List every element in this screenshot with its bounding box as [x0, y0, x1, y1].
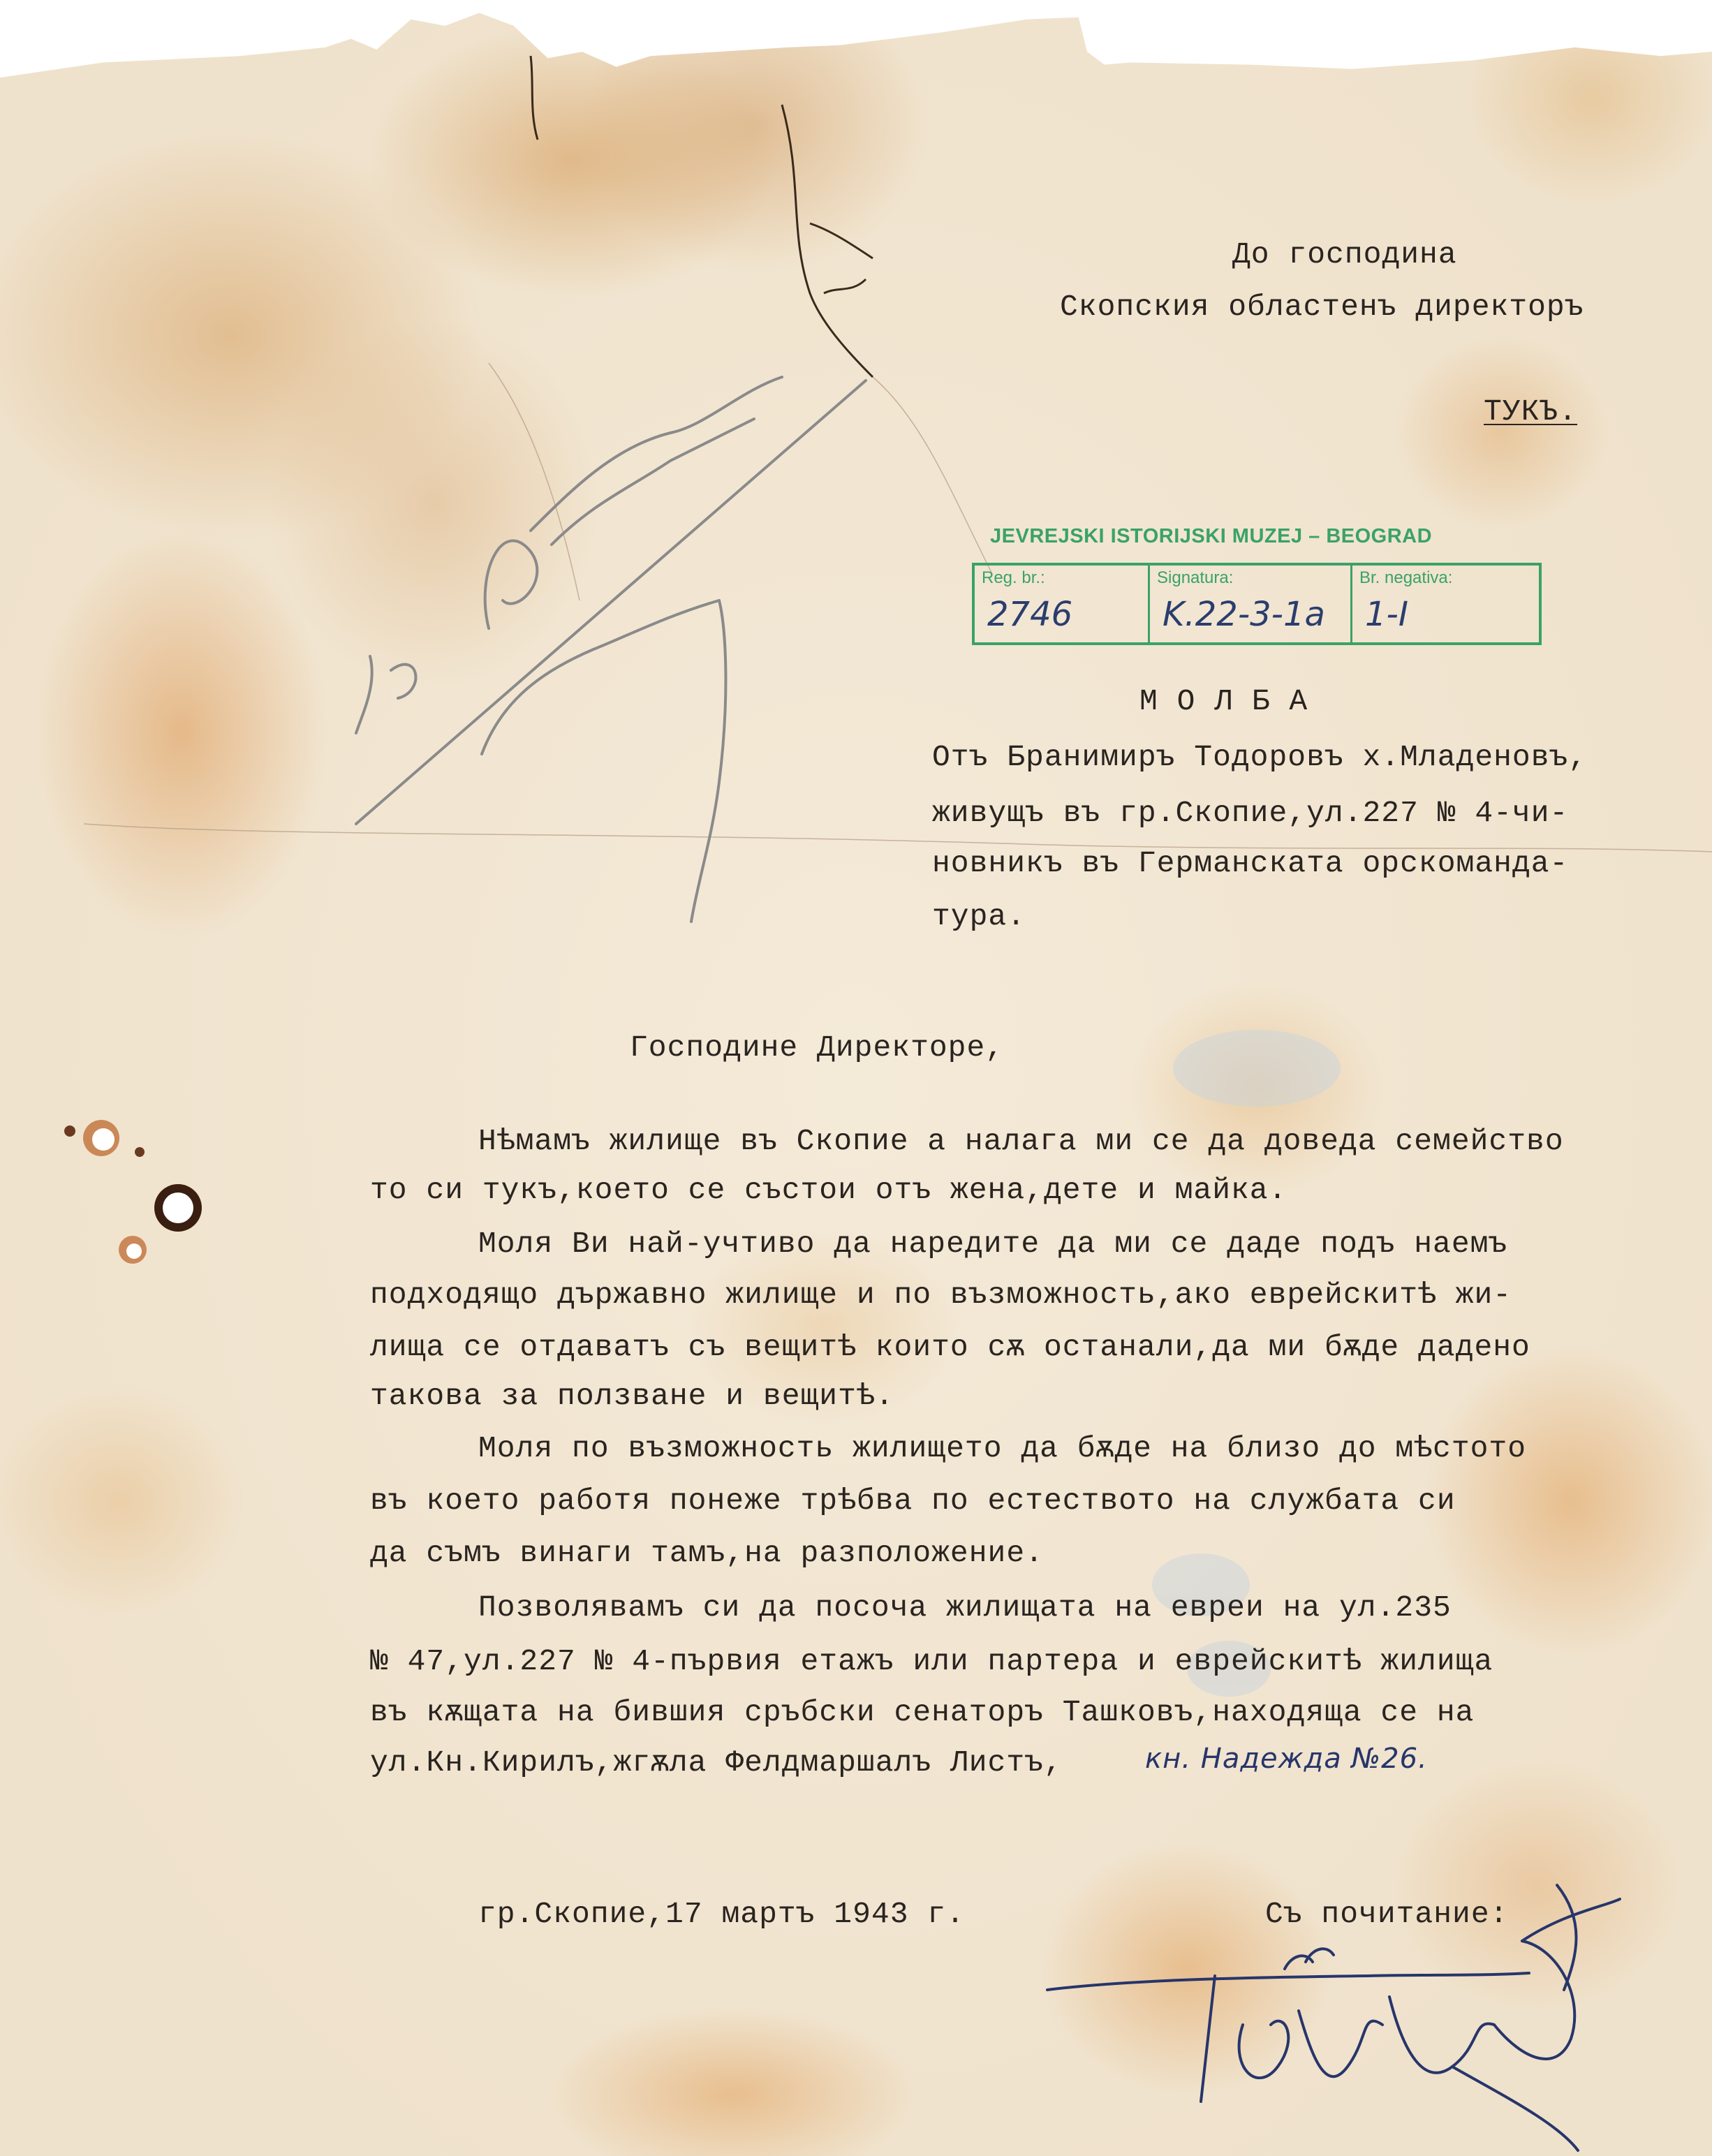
date-line: гр.Скопие,17 мартъ 1943 г.	[478, 1897, 965, 1931]
body-line-13: ул.Кн.Кирилъ,жгѫла Фелдмаршалъ Листъ,	[370, 1745, 1063, 1780]
museum-stamp	[972, 563, 1542, 645]
body-line-1: Нѣмамъ жилище въ Скопие а налага ми се да доведа семейство	[478, 1124, 1564, 1158]
stamp-label-reg: Reg. br.:	[982, 568, 1045, 587]
sender-line-2: живущъ въ гр.Скопие,ул.227 № 4-чи-	[932, 796, 1569, 830]
sender-line-3: новникъ въ Германската орскоманда-	[932, 846, 1569, 880]
body-line-8: въ което работя понеже трѣбва по естеството на службата си	[370, 1484, 1456, 1518]
salutation: Господине Директоре,	[630, 1031, 1005, 1065]
stamp-value-reg: 2746	[987, 595, 1073, 634]
body-line-12: въ кѫщата на бившия сръбски сенаторъ Ташковъ,находяща се на	[370, 1695, 1475, 1729]
body-line-10: Позволявамъ си да посоча жилищата на евреи на ул.235	[478, 1590, 1452, 1625]
body-line-5: лища се отдаватъ съ вещитѣ които сѫ останали,да ми бѫде дадено	[370, 1330, 1530, 1364]
museum-stamp-title: JEVREJSKI ISTORIJSKI MUZEJ – BEOGRAD	[990, 525, 1433, 547]
burn-holes	[64, 1120, 202, 1264]
body-line-7: Моля по възможность жилището да бѫде на близо до мѣстото	[478, 1431, 1527, 1465]
closing: Съ почитание:	[1265, 1897, 1509, 1931]
stamp-value-signatura: K.22-3-1a	[1163, 595, 1325, 634]
addressee-line-3: ТУКЪ.	[1484, 394, 1578, 429]
stamp-label-signatura: Signatura:	[1157, 568, 1234, 587]
crease-crack	[531, 56, 873, 377]
body-line-6: такова за ползване и вещитѣ.	[370, 1379, 894, 1413]
letter-subject: М О Л Б А	[1139, 684, 1308, 718]
sender-line-4: тура.	[932, 899, 1026, 933]
body-line-9: да съмъ винаги тамъ,на разположение.	[370, 1536, 1044, 1570]
stamp-value-negativ: 1-I	[1365, 595, 1409, 634]
stamp-label-negativ: Br. negativa:	[1359, 568, 1453, 587]
body-line-4: подходящо държавно жилище и по възможность,ако еврейскитѣ жи-	[370, 1278, 1512, 1312]
addressee-line-1: До господина	[1232, 237, 1457, 272]
sender-line-1: Отъ Бранимиръ Тодоровъ х.Младеновъ,	[932, 740, 1588, 774]
body-line-3: Моля Ви най-учтиво да наредите да ми се даде подъ наемъ	[478, 1227, 1508, 1261]
addressee-line-2: Скопския областенъ директоръ	[1060, 290, 1584, 324]
body-line-2: то си тукъ,което се състои отъ жена,дете и майка.	[370, 1173, 1287, 1207]
pencil-annotation	[356, 377, 866, 922]
stamp-cell-negativ	[1350, 566, 1541, 642]
body-line-11: № 47,ул.227 № 4-първия етажъ или партера и еврейскитѣ жилища	[370, 1644, 1493, 1678]
handwritten-address-addition: кн. Надежда №26.	[1145, 1743, 1428, 1775]
stamp-cell-reg	[975, 566, 1148, 642]
stamp-cell-signatura	[1148, 566, 1352, 642]
